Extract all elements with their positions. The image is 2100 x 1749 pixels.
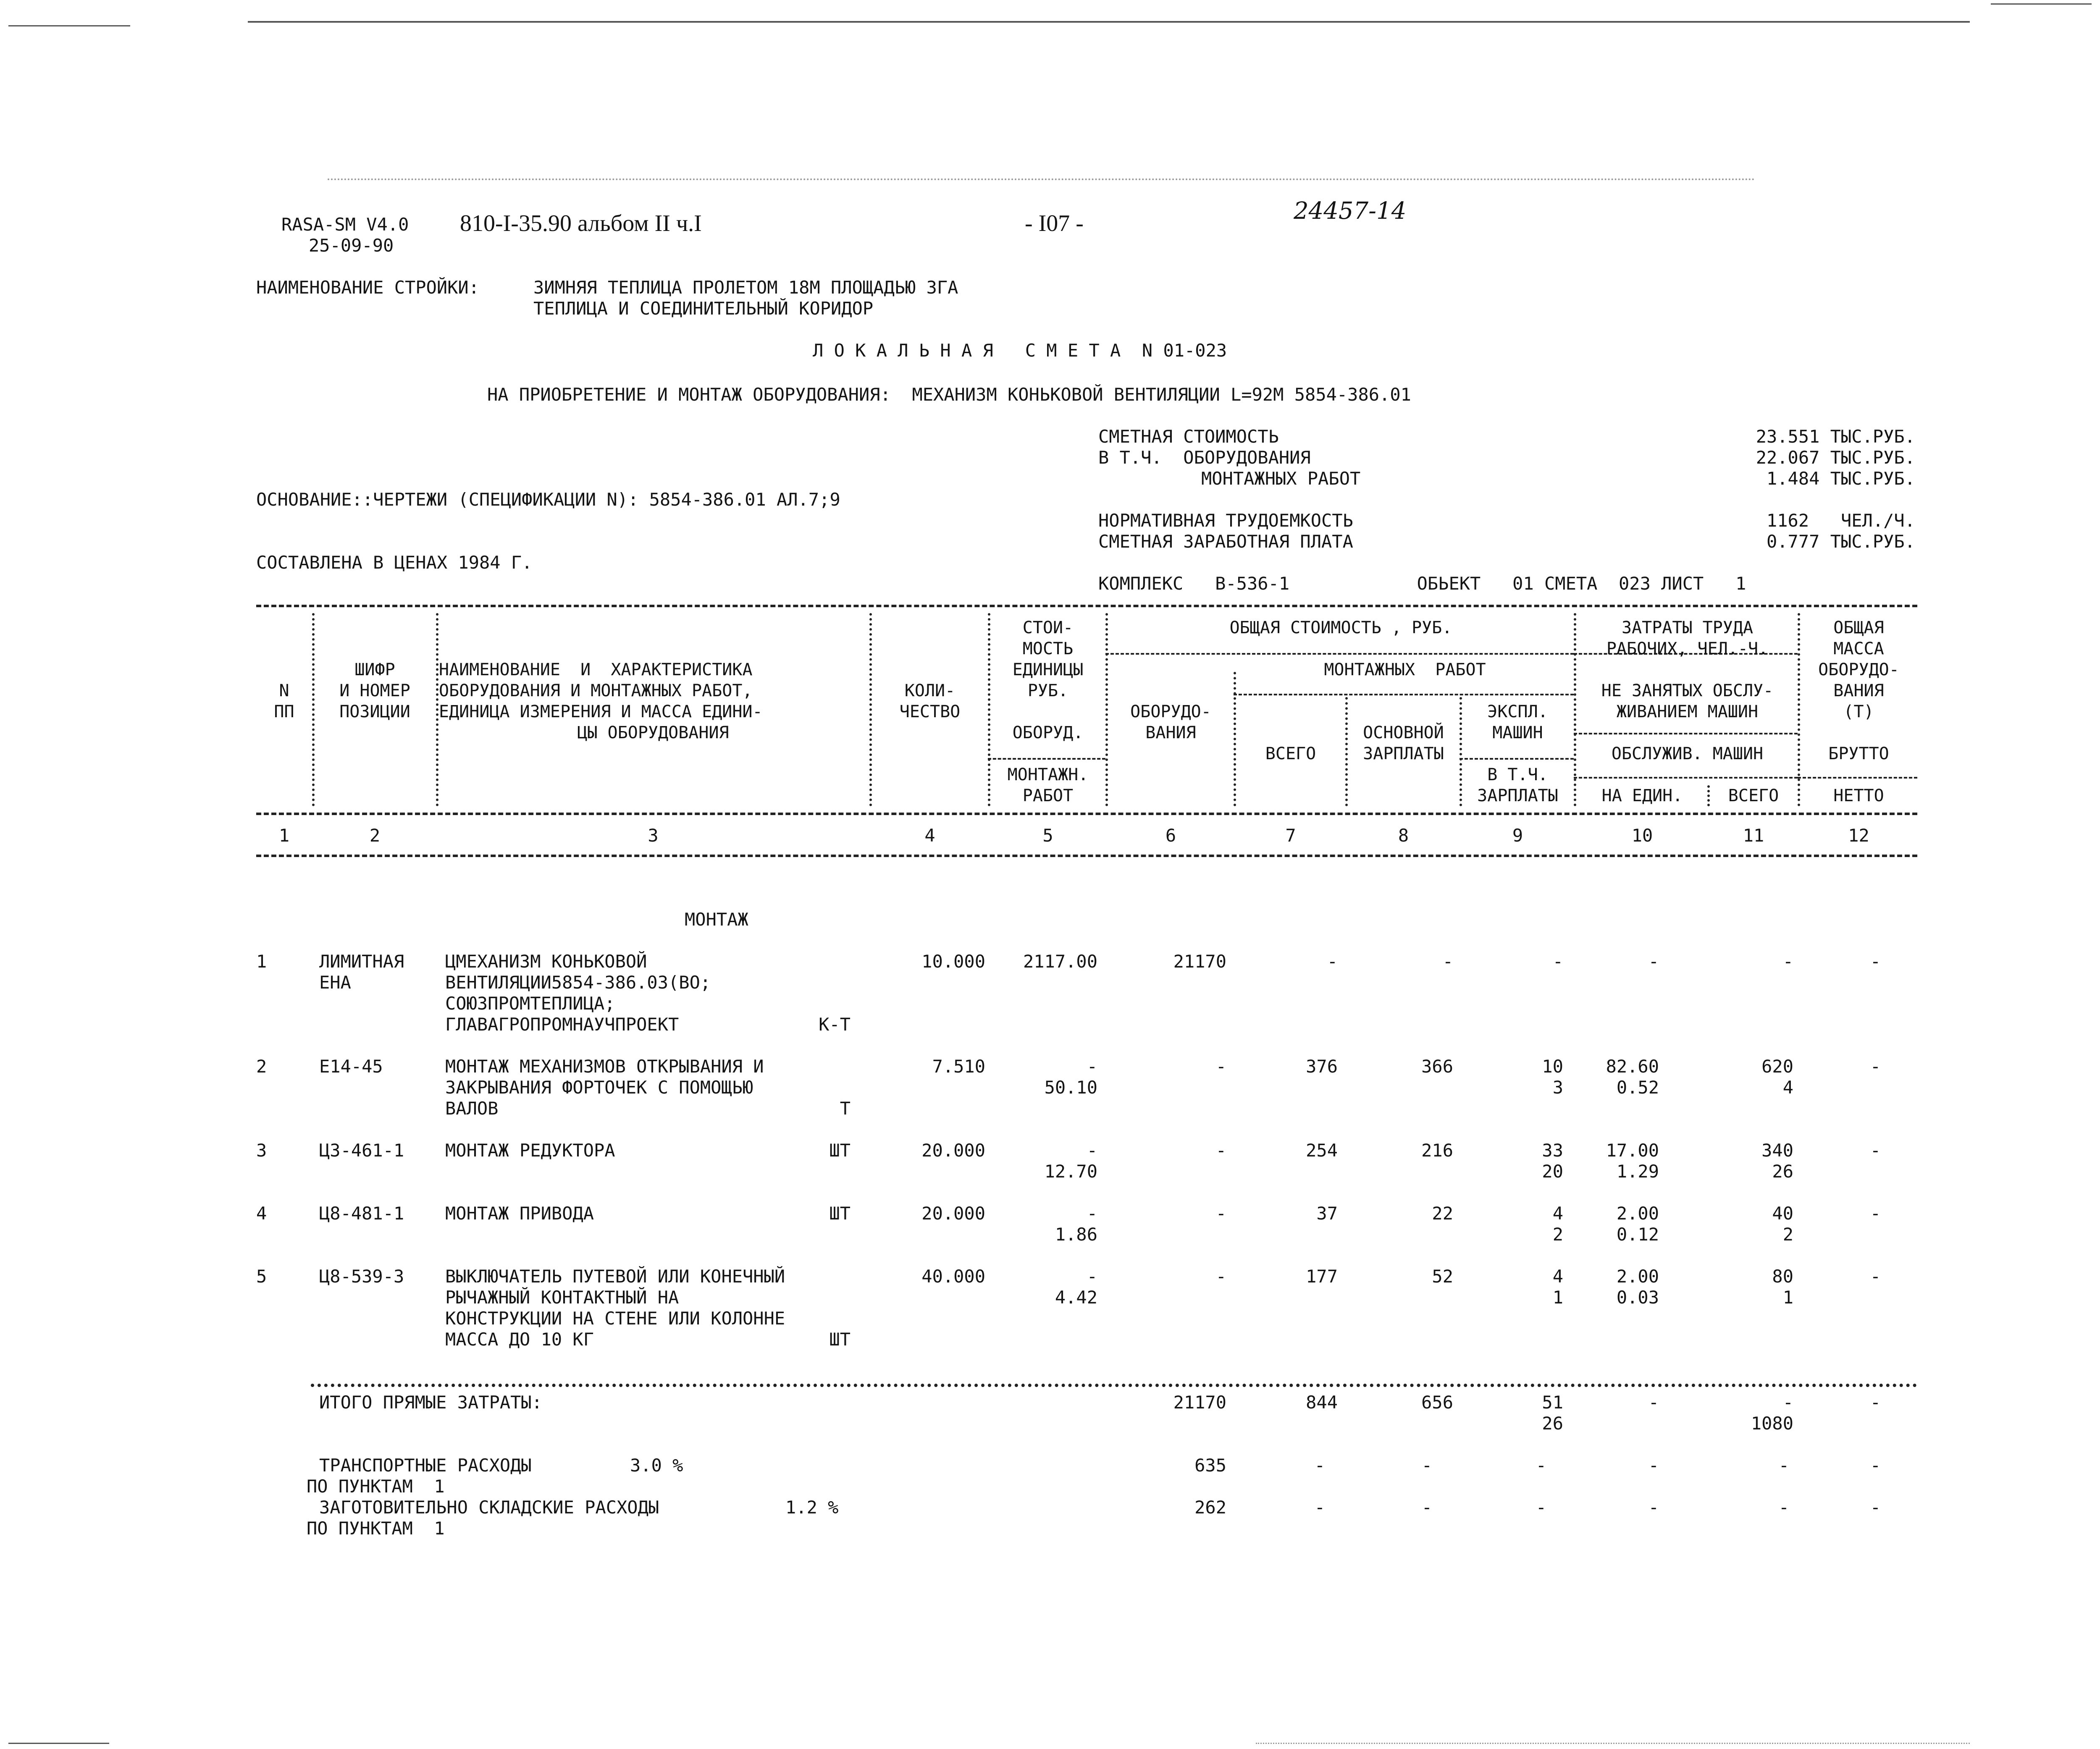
header-inner-rule xyxy=(1105,653,1574,655)
construction-name-2: ТЕПЛИЦА И СОЕДИНИТЕЛЬНЫЙ КОРИДОР xyxy=(533,298,874,319)
prices-line: СОСТАВЛЕНА В ЦЕНАХ 1984 Г. xyxy=(256,552,533,573)
row-unit: Т xyxy=(840,1098,850,1119)
row-lab-total-2: 2 xyxy=(1782,1224,1793,1245)
col-number: 4 xyxy=(924,825,935,846)
row-unit: ШТ xyxy=(829,1140,850,1161)
storage-equipment: 262 xyxy=(1194,1497,1226,1518)
document-subtitle: НА ПРИОБРЕТЕНИЕ И МОНТАЖ ОБОРУДОВАНИЯ: МЕХАНИЗМ КОНЬКОВОЙ ВЕНТИЛЯЦИИ L=92М 5854-386.01 xyxy=(487,384,1411,405)
row-total: 376 xyxy=(1306,1056,1338,1077)
complex-object-line: КОМПЛЕКС В-536-1 ОБЬЕКТ 01 СМЕТА 023 ЛИСТ 1 xyxy=(1098,573,1746,594)
row-lab-unit: - xyxy=(1648,951,1659,972)
hdr-col5-l1: СТОИ- xyxy=(1022,618,1074,637)
row-name: ЦМЕХАНИЗМ КОНЬКОВОЙ xyxy=(445,951,647,972)
hdr-labor-sub-l1: НЕ ЗАНЯТЫХ ОБСЛУ- xyxy=(1601,681,1774,700)
scan-line xyxy=(1991,3,2092,5)
scan-line xyxy=(328,178,1756,180)
wage-label: СМЕТНАЯ ЗАРАБОТНАЯ ПЛАТА xyxy=(1098,531,1353,552)
totals-labor-total: - xyxy=(1782,1392,1793,1413)
mounting-cost-value: 1.484 ТЫС.РУБ. xyxy=(1766,468,1915,489)
row-machines-wage: 2 xyxy=(1552,1224,1563,1245)
hdr-serv-machines: ОБСЛУЖИВ. МАШИН xyxy=(1611,744,1764,763)
hdr-col12-l4: ВАНИЯ xyxy=(1833,681,1884,700)
hdr-col9-l2: МАШИН xyxy=(1492,723,1543,742)
row-total: 37 xyxy=(1316,1203,1338,1224)
row-price-mounting: 1.86 xyxy=(1055,1224,1097,1245)
transport-dash: - xyxy=(1421,1455,1432,1476)
row-wage: - xyxy=(1442,951,1453,972)
scan-line xyxy=(248,21,1970,23)
estimated-cost-label: СМЕТНАЯ СТОИМОСТЬ xyxy=(1098,426,1279,447)
storage-dash: - xyxy=(1648,1497,1659,1518)
program-version: RASA-SM V4.0 xyxy=(281,214,409,235)
construction-label: НАИМЕНОВАНИЕ СТРОЙКИ: xyxy=(256,277,480,298)
hdr-col9-l1: ЭКСПЛ. xyxy=(1487,702,1548,721)
transport-percent: 3.0 % xyxy=(630,1455,683,1476)
row-unit: К-Т xyxy=(819,1014,850,1035)
hdr-col2-l1: ШИФР xyxy=(354,660,395,679)
row-name: МАССА ДО 10 КГ xyxy=(445,1329,594,1350)
row-machines-wage: 20 xyxy=(1542,1161,1563,1182)
hdr-mount-works: МОНТАЖНЫХ РАБОТ xyxy=(1324,660,1486,679)
row-code: Ц8-539-3 xyxy=(319,1266,404,1287)
document-title: Л О К А Л Ь Н А Я С М Е Т А N 01-023 xyxy=(813,340,1227,361)
row-code: Ц3-461-1 xyxy=(319,1140,404,1161)
hdr-col6-l2: ВАНИЯ xyxy=(1145,723,1196,742)
header-inner-rule xyxy=(988,758,1105,760)
row-mach: 4 xyxy=(1552,1203,1563,1224)
row-lab-unit: 82.60 xyxy=(1606,1056,1659,1077)
hdr-col5-l7: РАБОТ xyxy=(1022,786,1074,805)
hdr-col2-l3: ПОЗИЦИИ xyxy=(339,702,410,721)
hdr-col2-l2: И НОМЕР xyxy=(339,681,410,700)
row-name: СОЮЗПРОМТЕПЛИЦА; xyxy=(445,993,615,1014)
row-machines-wage: 3 xyxy=(1552,1077,1563,1098)
transport-label: ТРАНСПОРТНЫЕ РАСХОДЫ xyxy=(319,1455,532,1476)
header-inner-rule xyxy=(1798,777,1917,779)
program-date: 25-09-90 xyxy=(309,235,394,256)
totals-mass: - xyxy=(1870,1392,1881,1413)
row-name: РЫЧАЖНЫЙ КОНТАКТНЫЙ НА xyxy=(445,1287,679,1308)
row-mass: - xyxy=(1870,1266,1881,1287)
row-wage: 216 xyxy=(1421,1140,1453,1161)
col-number: 9 xyxy=(1512,825,1523,846)
totals-machines: 51 xyxy=(1542,1392,1563,1413)
col-number: 6 xyxy=(1165,825,1176,846)
totals-wage: 656 xyxy=(1421,1392,1453,1413)
row-lab-total: 340 xyxy=(1761,1140,1793,1161)
row-name: ВЕНТИЛЯЦИИ5854-386.03(ВО; xyxy=(445,972,711,993)
equipment-cost-value: 22.067 ТЫС.РУБ. xyxy=(1756,447,1915,468)
row-code: Е14-45 xyxy=(319,1056,383,1077)
totals-machines-wage: 26 xyxy=(1542,1413,1563,1434)
row-wage: 52 xyxy=(1432,1266,1453,1287)
col-number: 11 xyxy=(1743,825,1764,846)
row-qty: 10.000 xyxy=(921,951,985,972)
row-price-mounting: 12.70 xyxy=(1044,1161,1097,1182)
row-mass: - xyxy=(1870,951,1881,972)
row-mach: 33 xyxy=(1542,1140,1563,1161)
row-lab-total: 80 xyxy=(1772,1266,1793,1287)
hdr-col9-l3: В Т.Ч. xyxy=(1487,765,1548,784)
col-number: 5 xyxy=(1042,825,1053,846)
hdr-col12-l3: ОБОРУДО- xyxy=(1818,660,1899,679)
row-lab-unit-2: 0.12 xyxy=(1616,1224,1659,1245)
col-number: 8 xyxy=(1398,825,1409,846)
row-name: ВЫКЛЮЧАТЕЛЬ ПУТЕВОЙ ИЛИ КОНЕЧНЫЙ xyxy=(445,1266,785,1287)
row-number: 4 xyxy=(256,1203,267,1224)
row-price-mounting: 4.42 xyxy=(1055,1287,1097,1308)
storage-percent: 1.2 % xyxy=(785,1497,839,1518)
header-inner-rule xyxy=(1234,694,1574,695)
row-unit: ШТ xyxy=(829,1329,850,1350)
row-qty: 7.510 xyxy=(932,1056,985,1077)
row-name: КОНСТРУКЦИИ НА СТЕНЕ ИЛИ КОЛОННЕ xyxy=(445,1308,785,1329)
transport-dash: - xyxy=(1778,1455,1789,1476)
row-lab-unit-2: 1.29 xyxy=(1616,1161,1659,1182)
hdr-col4-l1: КОЛИ- xyxy=(904,681,956,700)
hdr-col5-l4: РУБ. xyxy=(1027,681,1068,700)
col-sep xyxy=(1234,672,1239,806)
numbers-bottom-rule xyxy=(256,855,1917,857)
row-price-eq: 2117.00 xyxy=(1023,951,1097,972)
hdr-labor-l1: ЗАТРАТЫ ТРУДА xyxy=(1621,618,1754,637)
col-number: 7 xyxy=(1285,825,1296,846)
storage-points: ПО ПУНКТАМ 1 xyxy=(307,1518,445,1539)
row-equip: 21170 xyxy=(1173,951,1226,972)
estimated-cost-value: 23.551 ТЫС.РУБ. xyxy=(1756,426,1915,447)
storage-dash: - xyxy=(1870,1497,1881,1518)
hdr-col12-l1: ОБЩАЯ xyxy=(1833,618,1884,637)
row-lab-unit: 17.00 xyxy=(1606,1140,1659,1161)
storage-dash: - xyxy=(1421,1497,1432,1518)
hdr-col3-l1: НАИМЕНОВАНИЕ И ХАРАКТЕРИСТИКА xyxy=(439,660,753,679)
row-price-mounting: 50.10 xyxy=(1044,1077,1097,1098)
transport-dash: - xyxy=(1314,1455,1325,1476)
construction-name: ЗИМНЯЯ ТЕПЛИЦА ПРОЛЕТОМ 18М ПЛОЩАДЬЮ 3ГА xyxy=(533,277,958,298)
totals-mounting-total: 844 xyxy=(1306,1392,1338,1413)
storage-dash: - xyxy=(1536,1497,1546,1518)
album-reference: 810-I-35.90 альбом II ч.I xyxy=(460,210,702,236)
hdr-col3-l3: ЕДИНИЦА ИЗМЕРЕНИЯ И МАССА ЕДИНИ- xyxy=(439,702,763,721)
row-price-eq: - xyxy=(1087,1266,1097,1287)
hdr-col3-l4: ЦЫ ОБОРУДОВАНИЯ xyxy=(577,723,729,742)
hdr-col10: НА ЕДИН. xyxy=(1601,786,1683,805)
scan-line xyxy=(1256,1743,1970,1744)
col-number: 2 xyxy=(369,825,381,846)
row-lab-unit-2: 0.03 xyxy=(1616,1287,1659,1308)
scan-line xyxy=(8,1743,109,1744)
hdr-col4-l2: ЧЕСТВО xyxy=(899,702,961,721)
hdr-col12-l2: МАССА xyxy=(1833,639,1884,658)
row-lab-total-2: 4 xyxy=(1782,1077,1793,1098)
hdr-col1-pp: ПП xyxy=(274,702,294,721)
row-price-eq: - xyxy=(1087,1203,1097,1224)
basis-line: ОСНОВАНИЕ::ЧЕРТЕЖИ (СПЕЦИФИКАЦИИ N): 5854-386.01 АЛ.7;9 xyxy=(256,489,840,510)
section-title: МОНТАЖ xyxy=(685,909,748,930)
row-code: ЛИМИТНАЯ xyxy=(319,951,404,972)
header-inner-rule xyxy=(1574,733,1798,734)
header-bottom-rule xyxy=(256,813,1917,815)
row-equip: - xyxy=(1215,1056,1226,1077)
totals-label: ИТОГО ПРЯМЫЕ ЗАТРАТЫ: xyxy=(319,1392,543,1413)
totals-rule xyxy=(311,1384,1917,1387)
hdr-col12-l7: НЕТТО xyxy=(1833,786,1884,805)
row-mass: - xyxy=(1870,1203,1881,1224)
row-lab-total: 40 xyxy=(1772,1203,1793,1224)
row-code: Ц8-481-1 xyxy=(319,1203,404,1224)
hdr-col5-l6: МОНТАЖН. xyxy=(1007,765,1089,784)
mounting-label: МОНТАЖНЫХ РАБОТ xyxy=(1201,468,1361,489)
row-number: 2 xyxy=(256,1056,267,1077)
row-name: МОНТАЖ ПРИВОДА xyxy=(445,1203,594,1224)
row-qty: 20.000 xyxy=(921,1203,985,1224)
col-number: 3 xyxy=(648,825,659,846)
row-name: ЗАКРЫВАНИЯ ФОРТОЧЕК С ПОМОЩЬЮ xyxy=(445,1077,753,1098)
header-inner-rule xyxy=(1460,758,1574,760)
row-lab-unit: 2.00 xyxy=(1616,1266,1659,1287)
header-inner-rule xyxy=(1574,777,1798,779)
row-equip: - xyxy=(1215,1203,1226,1224)
hdr-col8-l1: ОСНОВНОЙ xyxy=(1363,723,1444,742)
hdr-labor-l2: РАБОЧИХ, ЧЕЛ.-Ч. xyxy=(1606,639,1769,658)
hdr-col9-l4: ЗАРПЛАТЫ xyxy=(1477,786,1558,805)
labor-intensity-value: 1162 ЧЕЛ./Ч. xyxy=(1766,510,1915,531)
row-name: МОНТАЖ МЕХАНИЗМОВ ОТКРЫВАНИЯ И xyxy=(445,1056,764,1077)
row-price-eq: - xyxy=(1087,1056,1097,1077)
row-price-eq: - xyxy=(1087,1140,1097,1161)
storage-dash: - xyxy=(1778,1497,1789,1518)
row-mach: 4 xyxy=(1552,1266,1563,1287)
row-lab-total-2: 26 xyxy=(1772,1161,1793,1182)
row-lab-total: 620 xyxy=(1761,1056,1793,1077)
row-wage: 366 xyxy=(1421,1056,1453,1077)
row-name: ГЛАВАГРОПРОМНАУЧПРОЕКТ xyxy=(445,1014,679,1035)
totals-labor-unit: - xyxy=(1648,1392,1659,1413)
labor-intensity-label: НОРМАТИВНАЯ ТРУДОЕМКОСТЬ xyxy=(1098,510,1353,531)
row-mach: 10 xyxy=(1542,1056,1563,1077)
transport-equipment: 635 xyxy=(1194,1455,1226,1476)
row-name: ВАЛОВ xyxy=(445,1098,499,1119)
hdr-col7: ВСЕГО xyxy=(1265,744,1316,763)
row-total: - xyxy=(1327,951,1338,972)
hdr-col5-l5: ОБОРУД. xyxy=(1012,723,1084,742)
row-qty: 20.000 xyxy=(921,1140,985,1161)
hdr-col12-l6: БРУТТО xyxy=(1828,744,1889,763)
row-lab-total-2: 1 xyxy=(1782,1287,1793,1308)
hdr-labor-sub-l2: ЖИВАНИЕМ МАШИН xyxy=(1616,702,1759,721)
row-equip: - xyxy=(1215,1266,1226,1287)
hdr-col11: ВСЕГО xyxy=(1728,786,1779,805)
transport-dash: - xyxy=(1648,1455,1659,1476)
row-lab-total: - xyxy=(1782,951,1793,972)
row-code: ЕНА xyxy=(319,972,351,993)
transport-dash: - xyxy=(1536,1455,1546,1476)
row-total: 254 xyxy=(1306,1140,1338,1161)
hdr-total-cost: ОБЩАЯ СТОИМОСТЬ , РУБ. xyxy=(1229,618,1452,637)
hdr-col8-l2: ЗАРПЛАТЫ xyxy=(1363,744,1444,763)
row-mass: - xyxy=(1870,1056,1881,1077)
including-label: В Т.Ч. ОБОРУДОВАНИЯ xyxy=(1098,447,1311,468)
col-number: 10 xyxy=(1631,825,1653,846)
row-machines-wage: 1 xyxy=(1552,1287,1563,1308)
row-number: 3 xyxy=(256,1140,267,1161)
row-equip: - xyxy=(1215,1140,1226,1161)
row-mach: - xyxy=(1552,951,1563,972)
row-number: 5 xyxy=(256,1266,267,1287)
hdr-col3-l2: ОБОРУДОВАНИЯ И МОНТАЖНЫХ РАБОТ, xyxy=(439,681,753,700)
handwritten-number: 24457-14 xyxy=(1294,197,1407,225)
hdr-col12-l5: (Т) xyxy=(1843,702,1874,721)
hdr-col6-l1: ОБОРУДО- xyxy=(1130,702,1211,721)
transport-points: ПО ПУНКТАМ 1 xyxy=(307,1476,445,1497)
row-wage: 22 xyxy=(1432,1203,1453,1224)
row-number: 1 xyxy=(256,951,267,972)
col-number: 12 xyxy=(1848,825,1869,846)
row-lab-unit-2: 0.52 xyxy=(1616,1077,1659,1098)
col-number: 1 xyxy=(278,825,290,846)
transport-dash: - xyxy=(1870,1455,1881,1476)
row-name: МОНТАЖ РЕДУКТОРА xyxy=(445,1140,615,1161)
row-mass: - xyxy=(1870,1140,1881,1161)
scan-line xyxy=(8,25,130,26)
table-top-rule xyxy=(256,605,1917,607)
row-total: 177 xyxy=(1306,1266,1338,1287)
row-unit: ШТ xyxy=(829,1203,850,1224)
hdr-col1-n: N xyxy=(279,681,289,700)
row-qty: 40.000 xyxy=(921,1266,985,1287)
hdr-col5-l3: ЕДИНИЦЫ xyxy=(1012,660,1084,679)
totals-labor-total-2: 1080 xyxy=(1751,1413,1793,1434)
totals-equipment: 21170 xyxy=(1173,1392,1226,1413)
storage-dash: - xyxy=(1314,1497,1325,1518)
hdr-col5-l2: МОСТЬ xyxy=(1022,639,1074,658)
page-number: - I07 - xyxy=(1025,210,1084,236)
row-lab-unit: 2.00 xyxy=(1616,1203,1659,1224)
wage-value: 0.777 ТЫС.РУБ. xyxy=(1766,531,1915,552)
storage-label: ЗАГОТОВИТЕЛЬНО СКЛАДСКИЕ РАСХОДЫ xyxy=(319,1497,659,1518)
